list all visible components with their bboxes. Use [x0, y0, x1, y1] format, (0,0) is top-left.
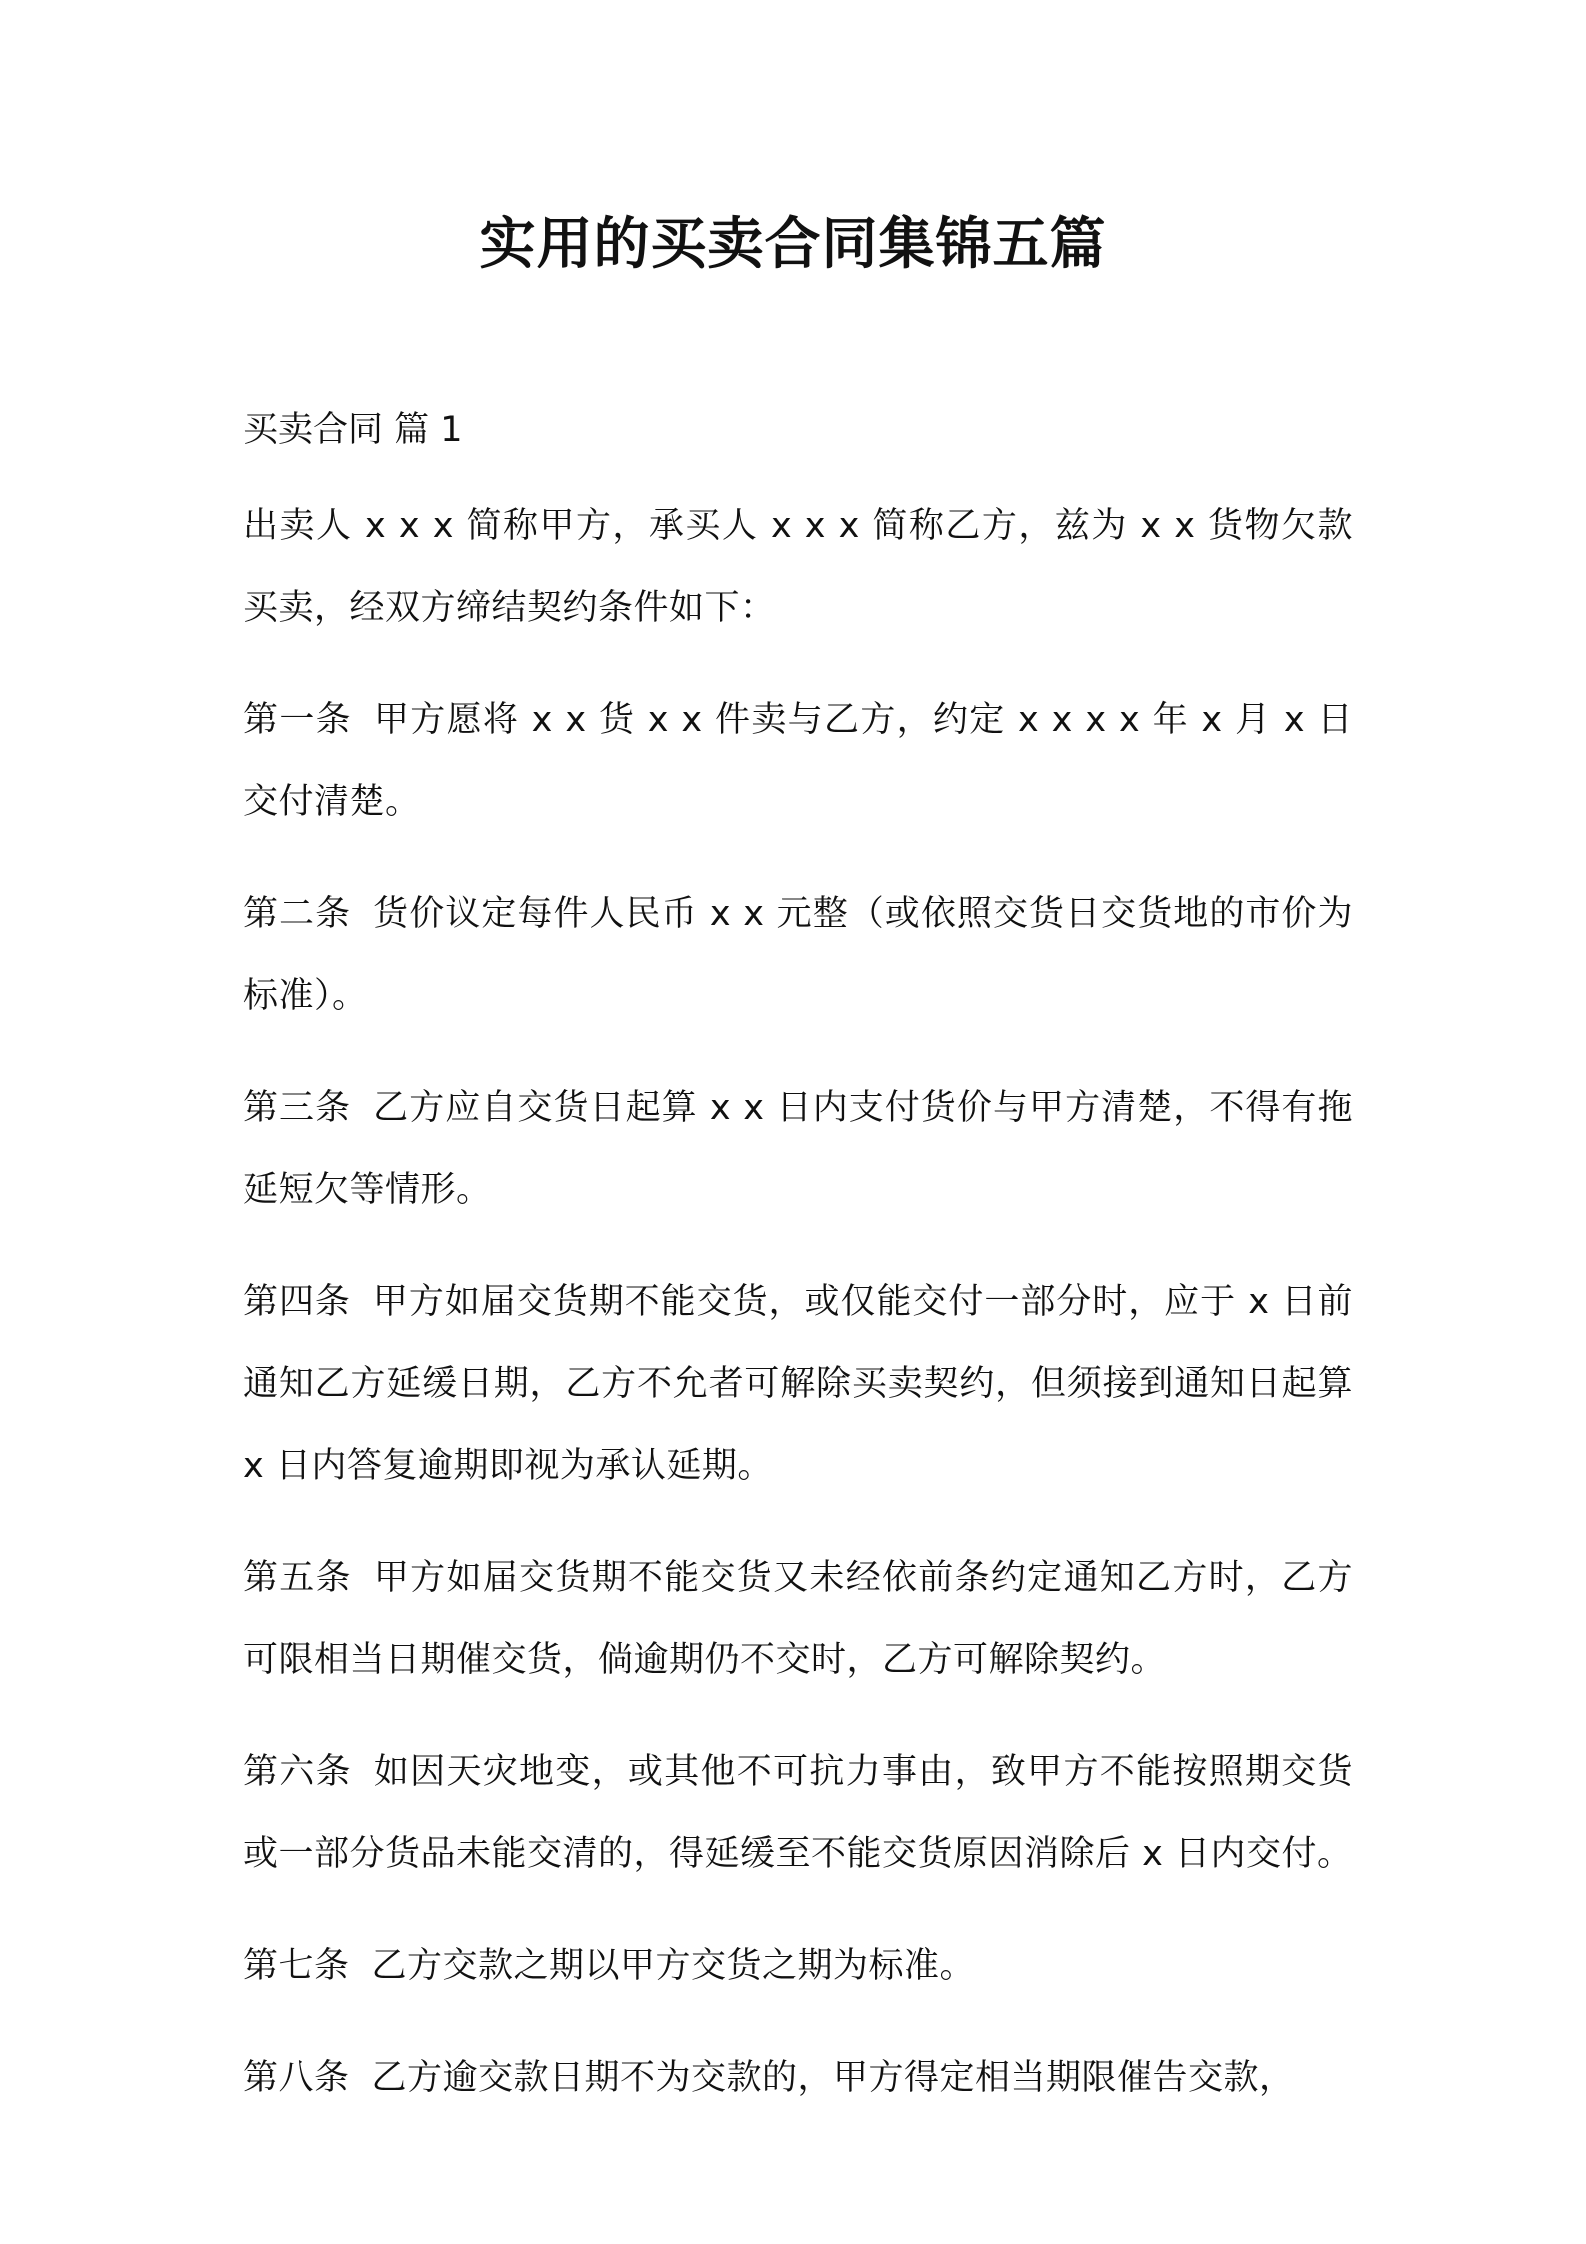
- clause-number: 第七条: [243, 1946, 350, 1986]
- clause-5: [243, 1537, 1353, 1701]
- clause-number: 第二条: [243, 894, 352, 934]
- clause-4: [243, 1261, 1353, 1507]
- clause-3: [243, 1067, 1353, 1231]
- clause-text: 甲方愿将 x x 货 x x 件卖与乙方，约定 x x x x 年 x 月 x 日交付清楚。: [243, 700, 1353, 822]
- clause-text: 乙方逾交款日期不为交款的，甲方得定相当期限催告交款，: [371, 2058, 1295, 2098]
- clause-number: 第八条: [243, 2058, 350, 2098]
- clause-number: 第三条: [243, 1088, 352, 1128]
- document-title: 实用的买卖合同集锦五篇: [479, 212, 1107, 277]
- clause-number: 第六条: [243, 1752, 352, 1792]
- clause-number: 第五条: [243, 1558, 352, 1598]
- clause-6: [243, 1731, 1353, 1895]
- clause-1: [243, 679, 1353, 843]
- intro-paragraph: 出卖人 x x x 简称甲方，承买人 x x x 简称乙方，兹为 x x 货物欠款买卖，经双方缔结契约条件如下：: [243, 506, 1353, 628]
- section-heading: 买卖合同 篇 1: [243, 410, 463, 450]
- clause-text: 货价议定每件人民币 x x 元整（或依照交货日交货地的市价为标准）。: [243, 894, 1353, 1016]
- clause-number: 第四条: [243, 1282, 351, 1322]
- document-body: [243, 405, 1353, 2149]
- clause-text: 甲方如届交货期不能交货，或仅能交付一部分时，应于 x 日前通知乙方延缓日期，乙方不允者可解除买卖契约，但须接到通知日起算 x 日内答复逾期即视为承认延期。: [243, 1282, 1353, 1486]
- clause-number: 第一条: [243, 700, 352, 740]
- clause-text: 甲方如届交货期不能交货又未经依前条约定通知乙方时，乙方可限相当日期催交货，倘逾期仍不交时，乙方可解除契约。: [243, 1558, 1353, 1680]
- clause-text: 乙方应自交货日起算 x x 日内支付货价与甲方清楚，不得有拖延短欠等情形。: [243, 1088, 1353, 1210]
- clause-8: [243, 2037, 1353, 2119]
- clause-text: 乙方交款之期以甲方交货之期为标准。: [371, 1946, 976, 1986]
- clause-7: [243, 1925, 1353, 2007]
- clause-2: [243, 873, 1353, 1037]
- clause-text: 如因天灾地变，或其他不可抗力事由，致甲方不能按照期交货或一部分货品未能交清的，得延缓至不能交货原因消除后 x 日内交付。: [243, 1752, 1353, 1874]
